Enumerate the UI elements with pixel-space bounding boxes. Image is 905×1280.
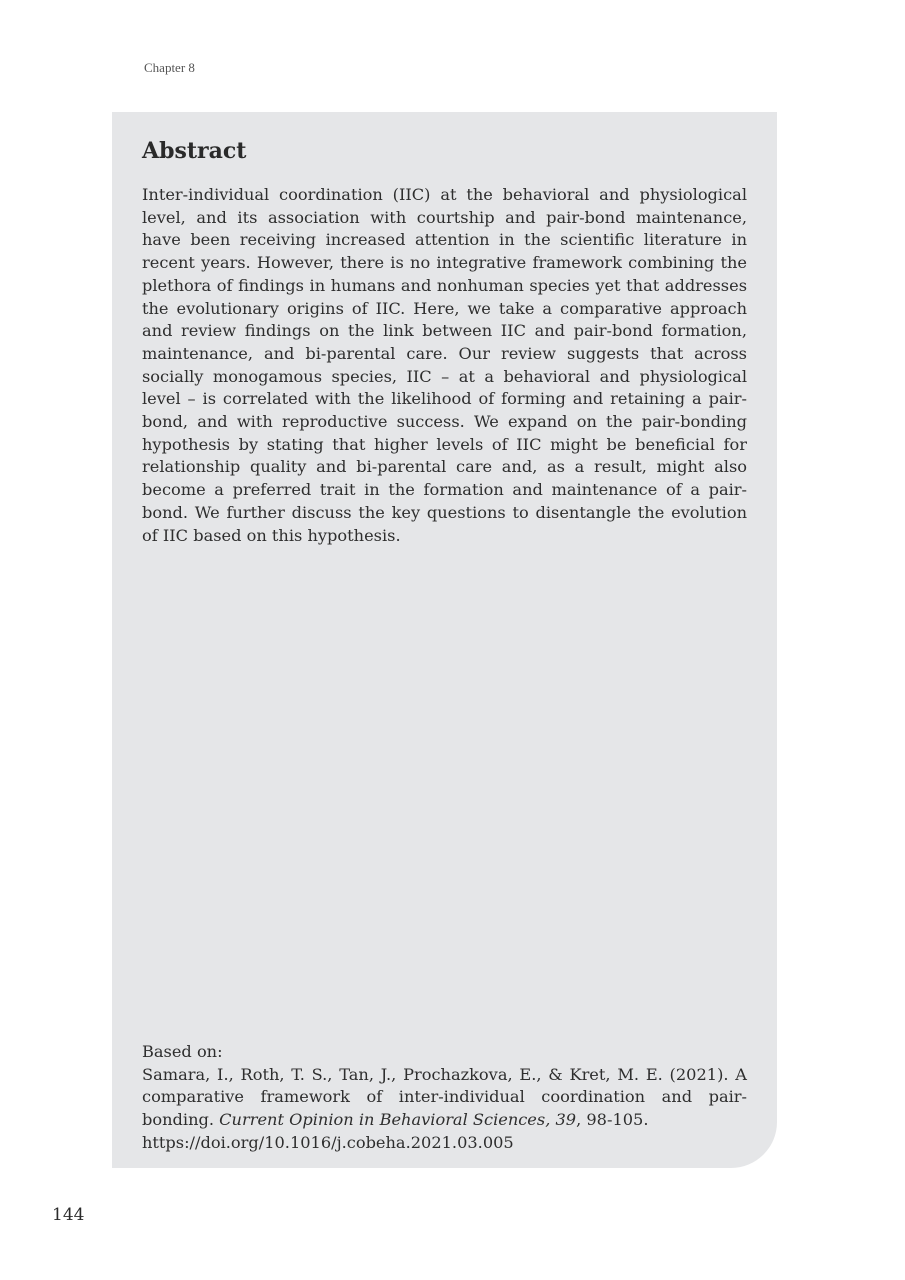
- doi-link[interactable]: https://doi.org/10.1016/j.cobeha.2021.03.005: [142, 1132, 514, 1152]
- citation-pages: , 98-105.: [576, 1110, 649, 1130]
- citation-text: [142, 1064, 747, 1132]
- source-label: Based on:: [142, 1042, 223, 1061]
- abstract-box: [112, 112, 777, 1168]
- running-head: Chapter 8: [144, 60, 195, 75]
- citation-journal: Current Opinion in Behavioral Sciences, 39: [219, 1110, 577, 1130]
- citation-authors: Samara, I., Roth, T. S., Tan, J., Prochazkova, E., & Kret, M. E. (2021). A comparative framework of inter-individual coordination and pair-bonding.: [142, 1064, 747, 1130]
- abstract-title: Abstract: [142, 138, 247, 164]
- source-citation: [142, 1041, 747, 1155]
- page-number: 144: [52, 1205, 85, 1225]
- abstract-body: Inter-individual coordination (IIC) at the behavioral and physiological level, and its association with courtship and pair-bond maintenance, have been receiving increased attention in the scientific literature in recent years. However, there is no integrative framework combining the plethora of findings in humans and nonhuman species yet that addresses the evolutionary origins of IIC. Here, we take a comparative approach and review findings on the link between IIC and pair-bond formation, maintenance, and bi-parental care. Our review suggests that across socially monogamous species, IIC – at a behavioral and physiological level – is correlated with the likelihood of forming and retaining a pair-bond, and with reproductive success. We expand on the pair-bonding hypothesis by stating that higher levels of IIC might be beneficial for relationship quality and bi-parental care and, as a result, might also become a preferred trait in the formation and maintenance of a pair-bond. We further discuss the key questions to disentangle the evolution of IIC based on this hypothesis.: [142, 185, 747, 545]
